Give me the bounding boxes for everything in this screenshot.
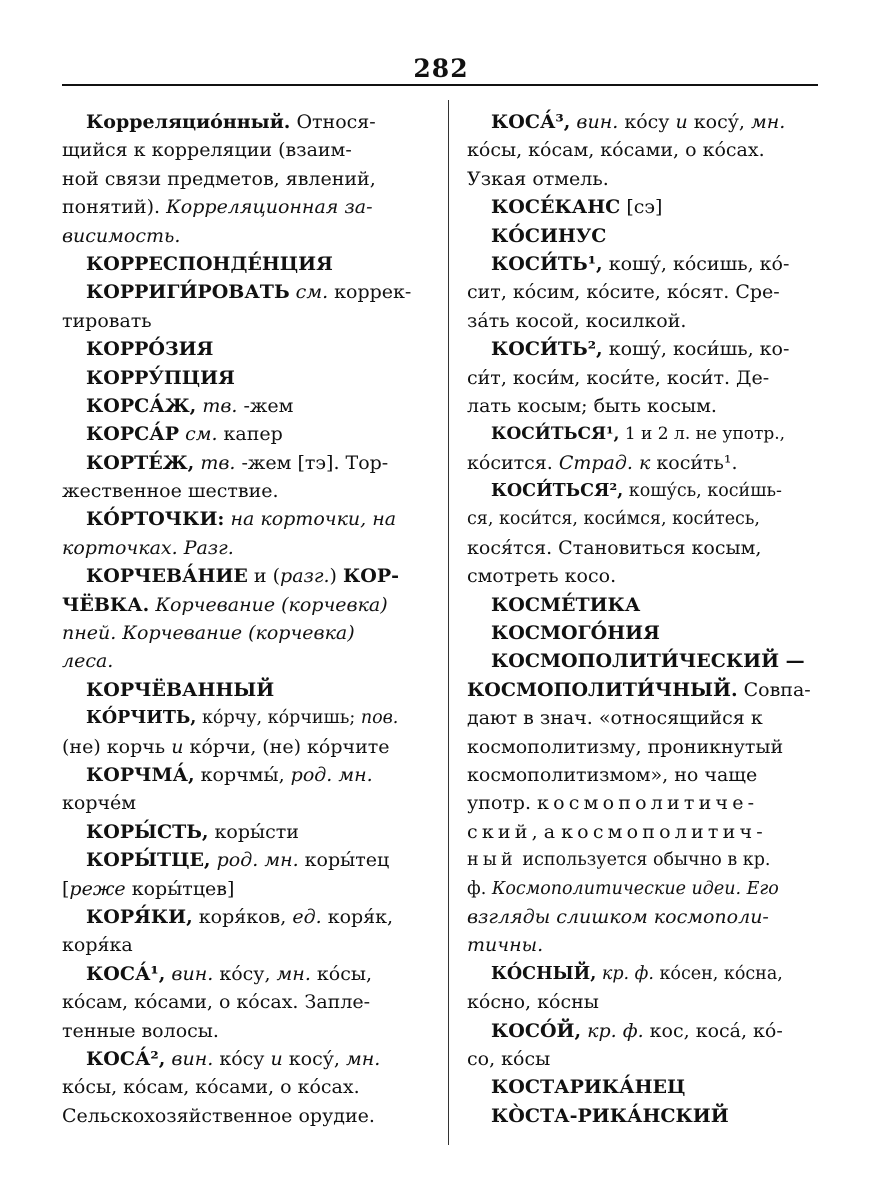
text-line — [467, 392, 820, 420]
line-text: косу́, — [282, 1047, 347, 1070]
text-line — [62, 761, 430, 789]
headword: КОСТАРИКА́НЕЦ — [491, 1076, 686, 1099]
line-text: (не) корчь — [62, 735, 172, 758]
column-divider — [448, 100, 449, 1145]
text-line — [62, 1073, 430, 1101]
line-text: вин. — [171, 1047, 214, 1070]
headword: КОСМОПОЛИТИ́ЧЕСКИЙ — — [491, 650, 805, 673]
line-text: кошу́, ко́сишь, ко́- — [602, 252, 790, 275]
line-text: корточках. Разг. — [62, 536, 234, 559]
text-line — [62, 988, 430, 1016]
line-text: используется обычно в кр. — [516, 850, 771, 871]
text-line — [467, 420, 820, 448]
line-text: ко́сы, — [310, 962, 373, 985]
line-text: корчмы́, — [194, 763, 291, 786]
headword: КОСО́Й, — [491, 1019, 582, 1042]
line-text: мн. — [751, 111, 786, 133]
line-text: ко́сы, ко́сам, ко́сами, о ко́сах. — [467, 139, 765, 162]
text-line — [467, 931, 820, 959]
text-line — [62, 1045, 430, 1073]
text-line — [62, 818, 430, 846]
headword: КОРЧЕВА́НИЕ — [86, 565, 248, 588]
line-text: жественное шествие. — [62, 480, 279, 503]
line-text: ко́сится. — [467, 451, 559, 474]
line-text: тировать — [62, 309, 152, 332]
headword: КОРСА́Ж, — [86, 394, 197, 417]
line-text: кр. ф. — [601, 963, 654, 984]
page-number: 282 — [413, 54, 469, 83]
text-line — [467, 136, 820, 164]
line-text: кр. ф. — [587, 1019, 644, 1042]
text-line — [467, 988, 820, 1016]
text-line — [62, 846, 430, 874]
line-text: Страд. к — [558, 451, 651, 474]
text-line — [467, 960, 820, 988]
line-text: космополитизмом», но чаще — [467, 763, 758, 786]
text-line — [467, 1073, 820, 1101]
line-text: Относя- — [290, 111, 376, 133]
headword: КОРЯ́КИ, — [86, 905, 193, 928]
line-text: мн. — [276, 962, 311, 985]
line-text: разг. — [280, 565, 330, 588]
line-text: коря́ка — [62, 934, 133, 957]
line-text: -жем [тэ]. Тор- — [235, 451, 389, 474]
headword: КОРРУ́ПЦИЯ — [86, 366, 235, 389]
text-line — [467, 449, 820, 477]
headword: КОСМОГО́НИЯ — [491, 622, 660, 645]
line-text: Корчевание (корчевка) — [155, 593, 388, 616]
headword: КОСИ́ТЬСЯ¹, — [491, 424, 620, 445]
headword: КО́СНЫЙ, — [491, 963, 597, 984]
line-text: , а — [531, 820, 562, 843]
line-text: щийся к корреляции (взаим- — [62, 139, 352, 162]
line-text: кос, коса́, ко́- — [643, 1019, 783, 1042]
text-line — [62, 278, 430, 306]
line-text: Космополитические идеи. Его — [491, 878, 779, 899]
headword: КОРРИГИ́РОВАТЬ — [86, 281, 290, 304]
line-text: Сельскохозяйственное орудие. — [62, 1104, 375, 1127]
text-line — [467, 193, 820, 221]
line-text: тв. — [202, 394, 238, 417]
text-line — [467, 591, 820, 619]
text-line — [467, 250, 820, 278]
headword: КОРРО́ЗИЯ — [86, 338, 214, 361]
line-text: кося́тся. Становиться косым, — [467, 536, 762, 559]
line-text: космополитиче- — [537, 792, 759, 815]
line-text: ся, коси́тся, коси́мся, коси́тесь, — [467, 509, 760, 530]
line-text: -жем — [237, 394, 294, 417]
headword: КО̀СТА-РИКА́НСКИЙ — [491, 1104, 729, 1127]
headword: КОРЧЁВАННЫЙ — [86, 678, 275, 701]
line-text: Совпа- — [737, 678, 811, 701]
line-text: коры́тец — [298, 849, 390, 872]
text-line — [467, 1102, 820, 1130]
text-line — [62, 647, 430, 675]
text-line — [467, 619, 820, 647]
headword: ЧЁВКА. — [62, 593, 150, 616]
line-text: ко́сам, ко́сами, о ко́сах. Запле- — [62, 991, 371, 1014]
line-text: ко́рчу, ко́рчишь; — [196, 708, 361, 729]
line-text: ко́су — [213, 1047, 271, 1070]
line-text: тенные волосы. — [62, 1019, 219, 1042]
headword: КОСА́³, — [491, 111, 571, 133]
text-line — [62, 222, 430, 250]
line-text: 1 и 2 л. не употр., — [619, 424, 786, 445]
text-line — [467, 477, 820, 505]
text-line — [467, 278, 820, 306]
line-text: см. — [295, 281, 329, 304]
line-text: ко́су, — [213, 962, 277, 985]
headword: КОРСА́Р — [86, 423, 180, 446]
line-text: коря́к, — [321, 905, 394, 928]
text-line — [467, 108, 820, 136]
line-text: тичны. — [467, 934, 544, 957]
text-line — [62, 477, 430, 505]
line-text: и ( — [247, 565, 281, 588]
line-text: вин. — [171, 962, 214, 985]
line-text: см. — [185, 423, 218, 446]
headword: КО́РЧИТЬ, — [86, 708, 197, 729]
line-text: ф. — [467, 878, 492, 899]
text-line — [467, 647, 820, 675]
headword: КОСМЕ́ТИКА — [491, 593, 641, 616]
header-rule — [62, 84, 818, 86]
line-text: реже — [69, 877, 126, 900]
line-text: род. мн. — [290, 763, 373, 786]
text-line — [62, 875, 430, 903]
line-text: за́ть косой, косилкой. — [467, 309, 687, 332]
text-line — [467, 534, 820, 562]
line-text: кошу́сь, коси́шь- — [623, 481, 782, 502]
text-line — [467, 875, 820, 903]
line-text: ной связи предметов, явлений, — [62, 167, 376, 190]
text-line — [62, 1017, 430, 1045]
line-text: космополитич- — [561, 820, 767, 843]
headword: КОСИ́ТЬ¹, — [491, 252, 603, 275]
text-line — [467, 562, 820, 590]
headword: КОСИ́ТЬ², — [491, 338, 603, 361]
headword: КОСЕ́КАНС — [491, 196, 621, 219]
text-line — [62, 505, 430, 533]
line-text: тв. — [200, 451, 236, 474]
text-line — [62, 165, 430, 193]
left-column — [62, 108, 430, 1130]
line-text: коры́тцев] — [125, 877, 235, 900]
line-text: висимость. — [62, 224, 181, 247]
text-line — [62, 704, 430, 732]
headword: КОРЫ́СТЬ, — [86, 820, 209, 843]
text-line — [467, 846, 820, 874]
text-line — [467, 789, 820, 817]
line-text: Узкая отмель. — [467, 167, 609, 190]
text-line — [62, 960, 430, 988]
text-line — [467, 1017, 820, 1045]
text-line — [62, 733, 430, 761]
text-line — [467, 335, 820, 363]
text-line — [62, 108, 430, 136]
line-text: смотреть косо. — [467, 565, 617, 588]
line-text: пней. Корчевание (корчевка) — [62, 622, 355, 645]
headword: КОСИ́ТЬСЯ², — [491, 481, 624, 502]
line-text: леса. — [62, 650, 114, 673]
text-line — [467, 818, 820, 846]
headword: КОРЫ́ТЦЕ, — [86, 849, 211, 872]
text-line — [467, 505, 820, 533]
text-line — [467, 733, 820, 761]
line-text: со, ко́сы — [467, 1047, 551, 1070]
headword: КОР- — [342, 565, 399, 588]
line-text: [сэ] — [620, 196, 663, 219]
text-line — [62, 591, 430, 619]
line-text: понятий). — [62, 196, 167, 219]
line-text: коррек- — [328, 281, 412, 304]
headword: КОРТЕ́Ж, — [86, 451, 195, 474]
line-text: ский — [467, 820, 532, 843]
headword: КО́СИНУС — [491, 224, 607, 247]
text-line — [467, 761, 820, 789]
text-line — [467, 222, 820, 250]
text-line — [62, 250, 430, 278]
headword: КОРРЕСПОНДЕ́НЦИЯ — [86, 252, 333, 275]
text-line — [62, 335, 430, 363]
line-text: дают в знач. «относящийся к — [467, 707, 763, 730]
line-text: ) — [329, 565, 343, 588]
line-text: род. мн. — [216, 849, 299, 872]
text-line — [62, 420, 430, 448]
text-line — [62, 392, 430, 420]
text-line — [467, 307, 820, 335]
text-line — [62, 449, 430, 477]
text-line — [62, 931, 430, 959]
line-text: употр. — [467, 792, 538, 815]
headword: КОСА́², — [86, 1047, 166, 1070]
line-text: коси́ть¹. — [650, 451, 738, 474]
text-line — [467, 676, 820, 704]
text-line — [62, 364, 430, 392]
line-text: и — [171, 735, 184, 758]
text-line — [62, 676, 430, 704]
line-text: кошу́, коси́шь, ко- — [602, 338, 790, 361]
line-text: коря́ков, — [192, 905, 293, 928]
line-text: ко́су — [618, 111, 676, 133]
line-text: косу́, — [687, 111, 752, 133]
line-text: и — [675, 111, 688, 133]
text-line — [467, 1045, 820, 1073]
line-text: лать косым; быть косым. — [467, 394, 717, 417]
text-line — [62, 136, 430, 164]
text-line — [62, 903, 430, 931]
headword: КОСА́¹, — [86, 962, 166, 985]
text-line — [62, 307, 430, 335]
line-text: пов. — [360, 708, 399, 729]
line-text: ко́рчи, (не) ко́рчите — [183, 735, 390, 758]
line-text: космополитизму, проникнутый — [467, 735, 784, 758]
line-text: ко́сы, ко́сам, ко́сами, о ко́сах. — [62, 1076, 360, 1099]
right-column — [467, 108, 820, 1130]
line-text: ко́сно, ко́сны — [467, 991, 599, 1014]
text-line — [62, 619, 430, 647]
headword: Корреляцио́нный. — [86, 111, 291, 133]
line-text: взгляды слишком космополи- — [467, 905, 769, 928]
text-line — [62, 193, 430, 221]
line-text: и — [270, 1047, 283, 1070]
line-text: сит, ко́сим, ко́сите, ко́сят. Сре- — [467, 281, 780, 304]
text-line — [467, 704, 820, 732]
line-text: ный — [467, 850, 517, 871]
line-text: вин. — [576, 111, 619, 133]
line-text: ед. — [292, 905, 322, 928]
text-line — [62, 1102, 430, 1130]
headword: КО́РТОЧКИ: — [86, 508, 225, 531]
text-line — [62, 789, 430, 817]
line-text: капер — [217, 423, 283, 446]
text-line — [467, 903, 820, 931]
line-text: [ — [62, 877, 70, 900]
text-line — [467, 165, 820, 193]
line-text: мн. — [346, 1047, 381, 1070]
line-text: коры́сти — [208, 820, 299, 843]
headword: КОСМОПОЛИТИ́ЧНЫЙ. — [467, 678, 738, 701]
text-line — [62, 534, 430, 562]
line-text: на корточки, на — [230, 508, 397, 531]
line-text: си́т, коси́м, коси́те, коси́т. Де- — [467, 366, 770, 389]
headword: КОРЧМА́, — [86, 763, 195, 786]
line-text: корче́м — [62, 792, 137, 815]
line-text: ко́сен, ко́сна, — [653, 963, 783, 984]
text-line — [467, 364, 820, 392]
text-line — [62, 562, 430, 590]
line-text: Корреляционная за- — [166, 196, 373, 219]
